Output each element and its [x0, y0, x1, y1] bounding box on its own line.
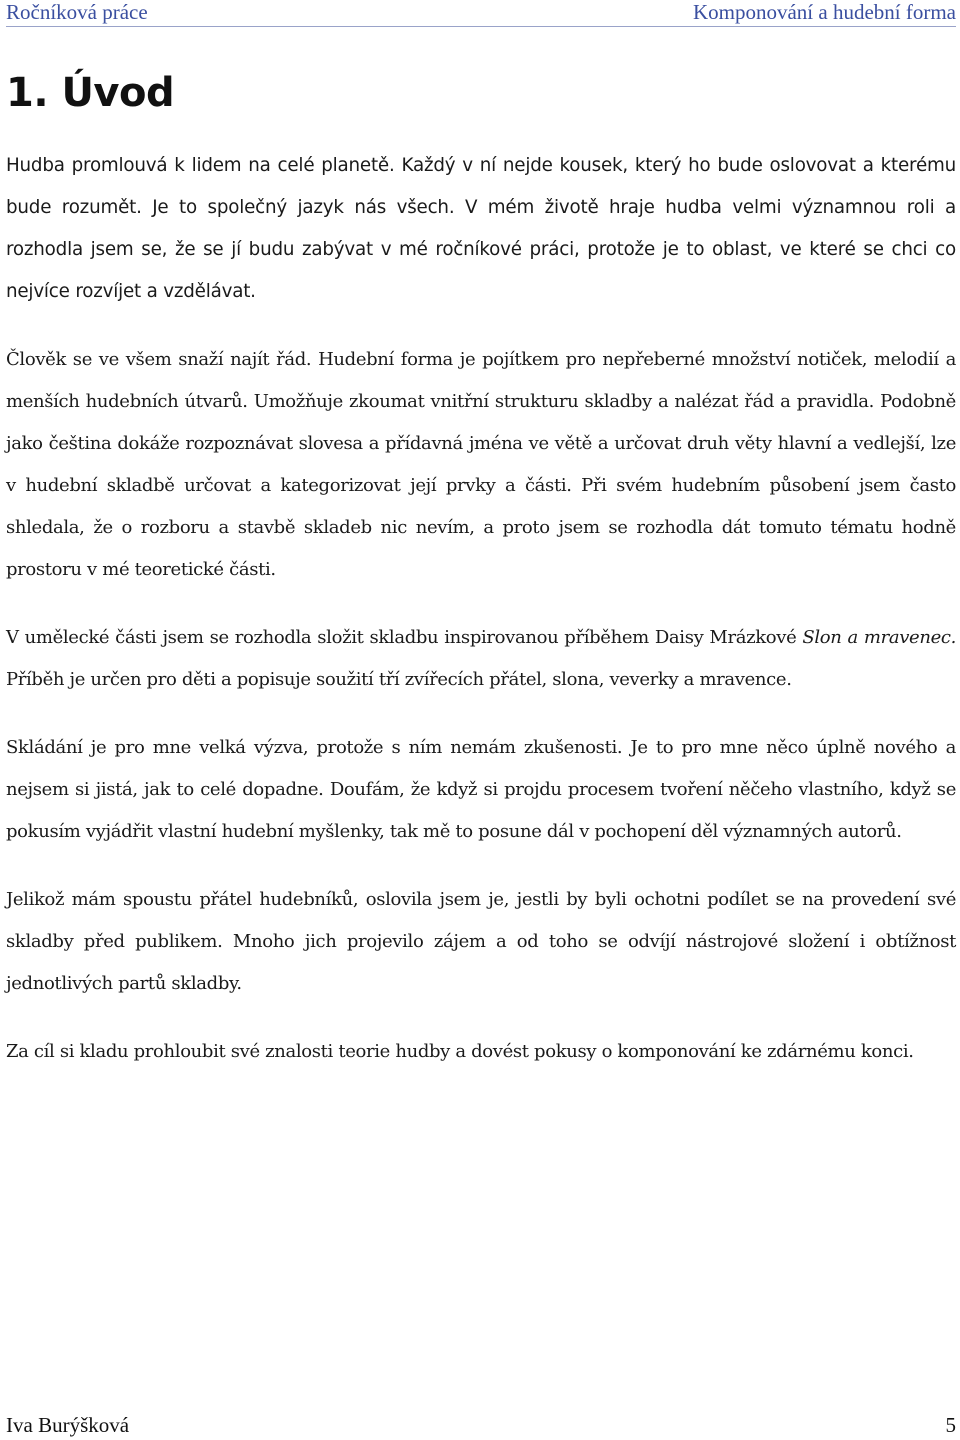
paragraph-musicians: Jelikož mám spoustu přátel hudebníků, oslovila jsem je, jestli by byli ochotni podílet se na provedení své skladby před publikem. Mnoho jich projevilo zájem a od toho se odvíjí nástrojové složení i obtížnost jednotlivých partů skladby.: [6, 889, 956, 994]
paragraph-intro: Hudba promlouvá k lidem na celé planetě. Každý v ní nejde kousek, který ho bude oslovovat a kterému bude rozumět. Je to společný jazyk nás všech. V mém životě hraje hudba velmi významnou roli a rozhodla jsem se, že se jí budu zabývat v mé ročníkové práci, protože je to oblast, ve které se chci co nejvíce rozvíjet a vzdělávat.: [6, 155, 956, 302]
book-title: Slon a mravenec.: [802, 627, 956, 648]
header-document-topic: Komponování a hudební forma: [692, 0, 956, 24]
running-header: [6, 0, 956, 27]
running-footer: [6, 1410, 956, 1440]
chapter-heading: 1. Úvod: [6, 70, 175, 116]
paragraph-artistic-part: [6, 617, 956, 701]
paragraph-challenge: Skládání je pro mne velká výzva, protože s ním nemám zkušenosti. Je to pro mne něco úplně nového a nejsem si jistá, jak to celé dopadne. Doufám, že když si projdu procesem tvoření něčeho vlastního, když se pokusím vyjádřit vlastní hudební myšlenky, tak mě to posune dál v pochopení děl významných autorů.: [6, 737, 956, 842]
paragraph-artistic-part-end: Příběh je určen pro děti a popisuje soužití tří zvířecích přátel, slona, veverky a mravence.: [6, 669, 792, 690]
chapter-body: [6, 145, 956, 1099]
footer-author: Iva Burýšková: [6, 1412, 130, 1437]
paragraph-artistic-part-start: V umělecké části jsem se rozhodla složit skladbu inspirovanou příběhem Daisy Mrázkové: [6, 627, 803, 648]
page-number: 5: [945, 1412, 956, 1437]
paragraph-form: Člověk se ve všem snaží najít řád. Hudební forma je pojítkem pro nepřeberné množství notiček, melodií a menších hudebních útvarů. Umožňuje zkoumat vnitřní strukturu skladby a nalézat řád a pravidla. Podobně jako čeština dokáže rozpoznávat slovesa a přídavná jména ve větě a určovat druh věty hlavní a vedlejší, lze v hudební skladbě určovat a kategorizovat její prvky a části. Při svém hudebním působení jsem často shledala, že o rozboru a stavbě skladeb nic nevím, a proto jsem se rozhodla dát tomuto tématu hodně prostoru v mé teoretické části.: [6, 349, 956, 580]
paragraph-goal: Za cíl si kladu prohloubit své znalosti teorie hudby a dovést pokusy o komponování ke zdárnému konci.: [6, 1041, 914, 1062]
header-document-type: Ročníková práce: [6, 0, 148, 24]
